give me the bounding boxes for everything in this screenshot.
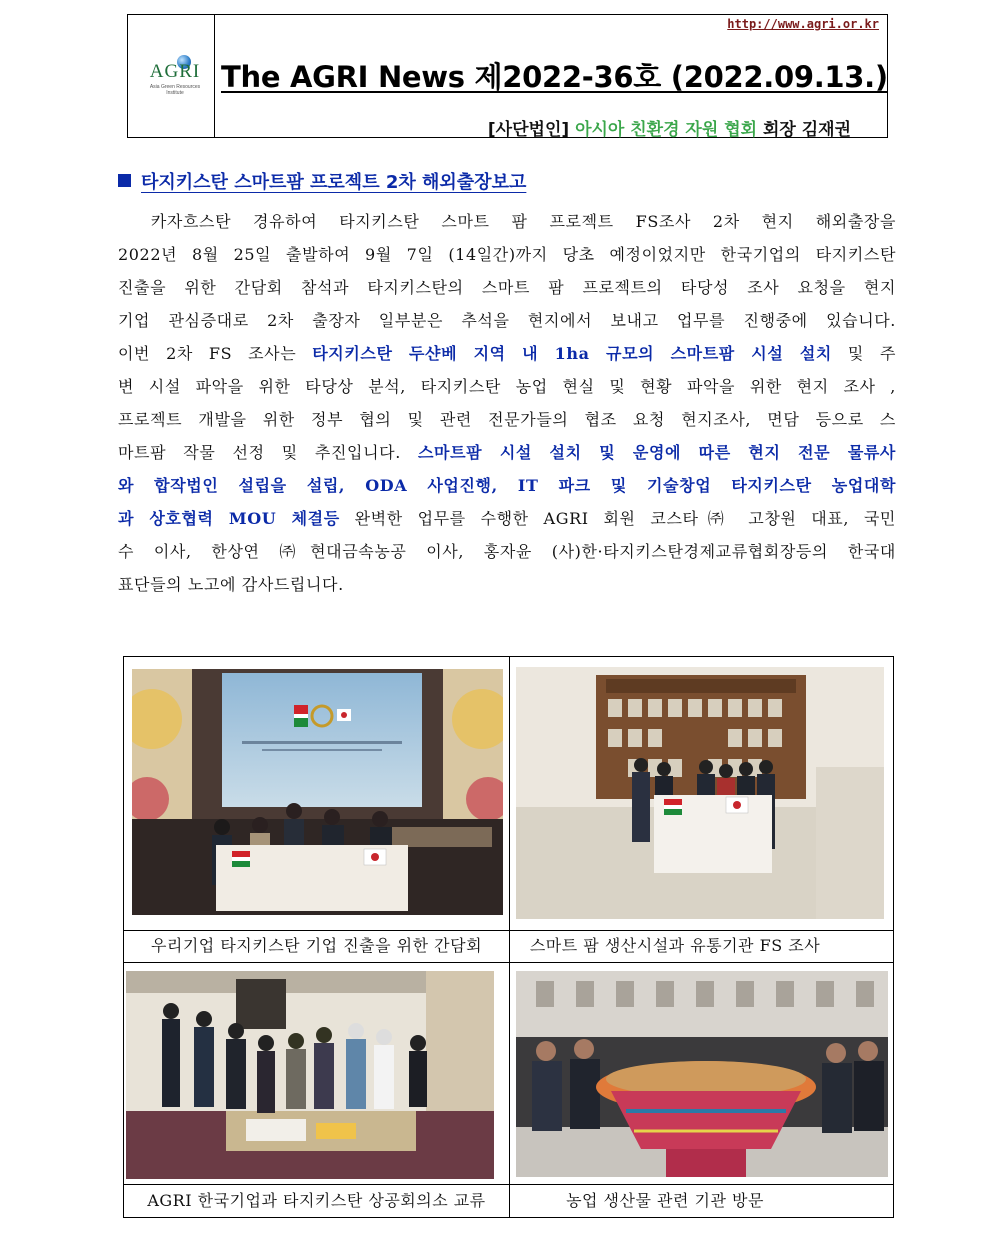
highlight-text: 타지키스탄 두샨베 지역 내 1ha 규모의 스마트팜 시설 설치 (312, 344, 832, 363)
paragraph-line (118, 337, 896, 370)
section-heading (118, 168, 526, 194)
logo-subtitle: Asia Green Resources Institute (149, 84, 201, 96)
paragraph-line: 변 시설 파악을 위한 타당상 분석, 타지키스탄 농업 현실 및 현황 파악을 위한 현지 조사 , (118, 377, 896, 396)
paragraph-line-highlight: 와 합작법인 설립을 설립, ODA 사업진행, IT 파크 및 기술창업 타지키스탄 농업대학 (118, 476, 896, 495)
text-run: 완벽한 업무를 수행한 AGRI 회원 코스타㈜ 고창원 대표, 국민 (339, 509, 896, 528)
photo-caption: 스마트 팜 생산시설과 유통기관 FS 조사 (529, 936, 821, 955)
newsletter-header (127, 14, 888, 138)
logo-text: AGRI (149, 61, 201, 82)
report-paragraph (118, 205, 896, 601)
paragraph-line: 수 이사, 한상연 ㈜현대금속농공 이사, 홍자윤 (사)한·타지키스탄경제교류협회장등의 한국대 (118, 542, 896, 561)
paragraph-line (118, 502, 896, 535)
photo-caption: AGRI 한국기업과 타지키스탄 상공회의소 교류 (147, 1191, 486, 1210)
square-bullet-icon (118, 174, 131, 187)
paragraph-line: 카자흐스탄 경유하여 타지키스탄 스마트 팜 프로젝트 FS조사 2차 현지 해외출장을 (118, 212, 896, 231)
text-run: 및 주 (831, 344, 896, 363)
logo-cell (128, 15, 215, 137)
photo-business-meeting (132, 669, 503, 915)
photo-chamber-of-commerce (126, 971, 494, 1179)
paragraph-line (118, 436, 896, 469)
text-run: 마트팜 작물 선정 및 추진입니다. (118, 443, 418, 462)
photo-caption: 농업 생산물 관련 기관 방문 (566, 1191, 764, 1210)
org-president: 회장 김재권 (762, 120, 851, 140)
paragraph-line: 기업 관심증대로 2차 출장자 일부분은 추석을 현지에서 보내고 업무를 진행중에 있습니다. (118, 311, 896, 330)
organization-line (488, 115, 851, 140)
photo-caption: 우리기업 타지키스탄 기업 진출을 위한 간담회 (150, 936, 483, 955)
newsletter-title: The AGRI News 제2022-36호 (2022.09.13.) (221, 60, 888, 94)
paragraph-line: 2022년 8월 25일 출발하여 9월 7일 (14일간)까지 당초 예정이었지만 한국기업의 타지키스탄 (118, 245, 896, 264)
paragraph-line: 진출을 위한 간담회 참석과 타지키스탄의 스마트 팜 프로젝트의 타당성 조사 요청을 현지 (118, 278, 896, 297)
website-link[interactable]: http://www.agri.or.kr (727, 17, 879, 31)
photo-university-visit (516, 667, 884, 919)
paragraph-line: 프로젝트 개발을 위한 정부 협의 및 관련 전문가들의 협조 요청 현지조사, 면담 등으로 스 (118, 410, 896, 429)
org-prefix: [사단법인] (487, 120, 570, 140)
section-heading-text: 타지키스탄 스마트팜 프로젝트 2차 해외출장보고 (141, 172, 527, 193)
paragraph-line: 표단들의 노고에 감사드립니다. (118, 575, 344, 594)
photo-agricultural-visit (516, 971, 888, 1177)
highlight-text: 스마트팜 시설 설치 및 운영에 따른 현지 전문 물류사 (418, 443, 896, 462)
org-name: 아시아 친환경 자원 협회 (575, 120, 758, 140)
text-run: 이번 2차 FS 조사는 (118, 344, 313, 363)
photo-grid (123, 656, 894, 1218)
highlight-text: 과 상호협력 MOU 체결등 (118, 509, 340, 528)
agri-logo (142, 61, 208, 96)
